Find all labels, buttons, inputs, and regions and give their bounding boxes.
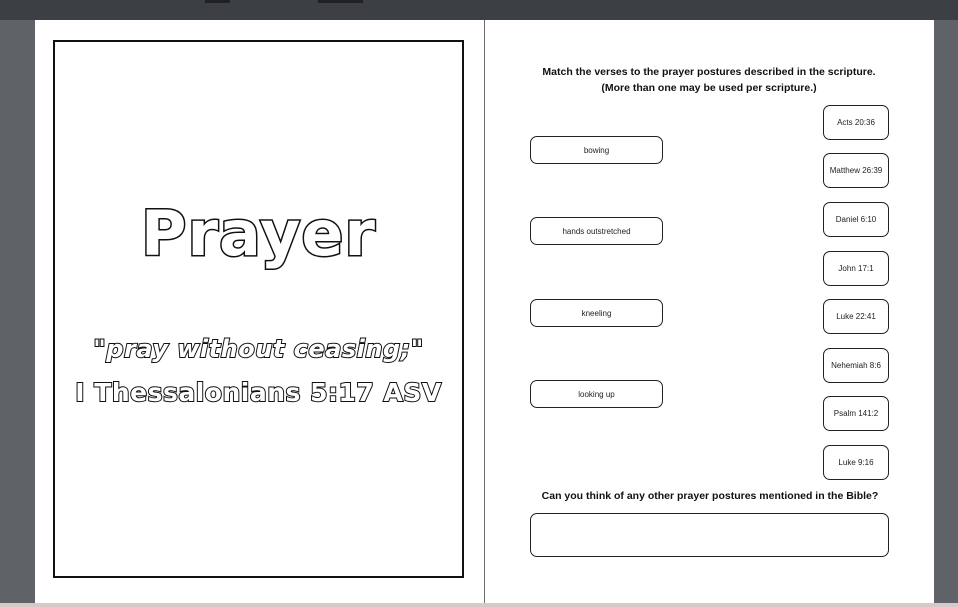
- verse-box-luke-22-41[interactable]: [823, 299, 889, 334]
- verse-box-nehemiah-8-6[interactable]: [823, 348, 889, 383]
- instructions-line: Match the verses to the prayer postures described in the scripture.: [542, 66, 876, 78]
- toolbar-control[interactable]: [318, 0, 363, 3]
- verse-label: Acts 20:36: [837, 118, 875, 127]
- verse-label: John 17:1: [838, 264, 874, 273]
- question-text: Can you think of any other prayer postures mentioned in the Bible?: [541, 490, 879, 502]
- posture-label: hands outstretched: [562, 226, 631, 236]
- verse-box-daniel-6-10[interactable]: [823, 202, 889, 237]
- verse-box-luke-9-16[interactable]: [823, 445, 889, 480]
- instructions: [515, 64, 903, 96]
- verse-box-matthew-26-39[interactable]: [823, 153, 889, 188]
- posture-box-looking-up[interactable]: [530, 380, 663, 408]
- cover-title: Prayer: [141, 197, 376, 270]
- answer-field[interactable]: [530, 513, 889, 557]
- posture-label: kneeling: [581, 308, 612, 318]
- cover-reference: I Thessalonians 5:17 ASV: [75, 378, 442, 407]
- viewer-toolbar: [0, 0, 958, 20]
- posture-box-bowing[interactable]: [530, 136, 663, 164]
- worksheet-page: [485, 20, 934, 603]
- verse-label: Daniel 6:10: [835, 215, 877, 224]
- posture-box-hands-outstretched[interactable]: [530, 217, 663, 245]
- verse-box-john-17-1[interactable]: [823, 251, 889, 286]
- cover-page: [35, 20, 484, 603]
- verse-label: Luke 9:16: [838, 458, 874, 467]
- verse-label: Matthew 26:39: [829, 166, 883, 175]
- cover-quote: "pray without ceasing;": [93, 335, 424, 363]
- posture-label: bowing: [583, 145, 610, 155]
- cover-frame: [53, 40, 464, 578]
- verse-label: Nehemiah 8:6: [831, 361, 881, 370]
- posture-box-kneeling[interactable]: [530, 299, 663, 327]
- verse-label: Psalm 141:2: [833, 409, 879, 418]
- verse-label: Luke 22:41: [836, 312, 876, 321]
- instructions-line: (More than one may be used per scripture.): [601, 82, 817, 94]
- bottom-edge: [0, 603, 958, 607]
- posture-label: looking up: [578, 389, 615, 399]
- verse-box-psalm-141-2[interactable]: [823, 396, 889, 431]
- verse-box-acts-20-36[interactable]: [823, 105, 889, 140]
- toolbar-control[interactable]: [205, 0, 230, 3]
